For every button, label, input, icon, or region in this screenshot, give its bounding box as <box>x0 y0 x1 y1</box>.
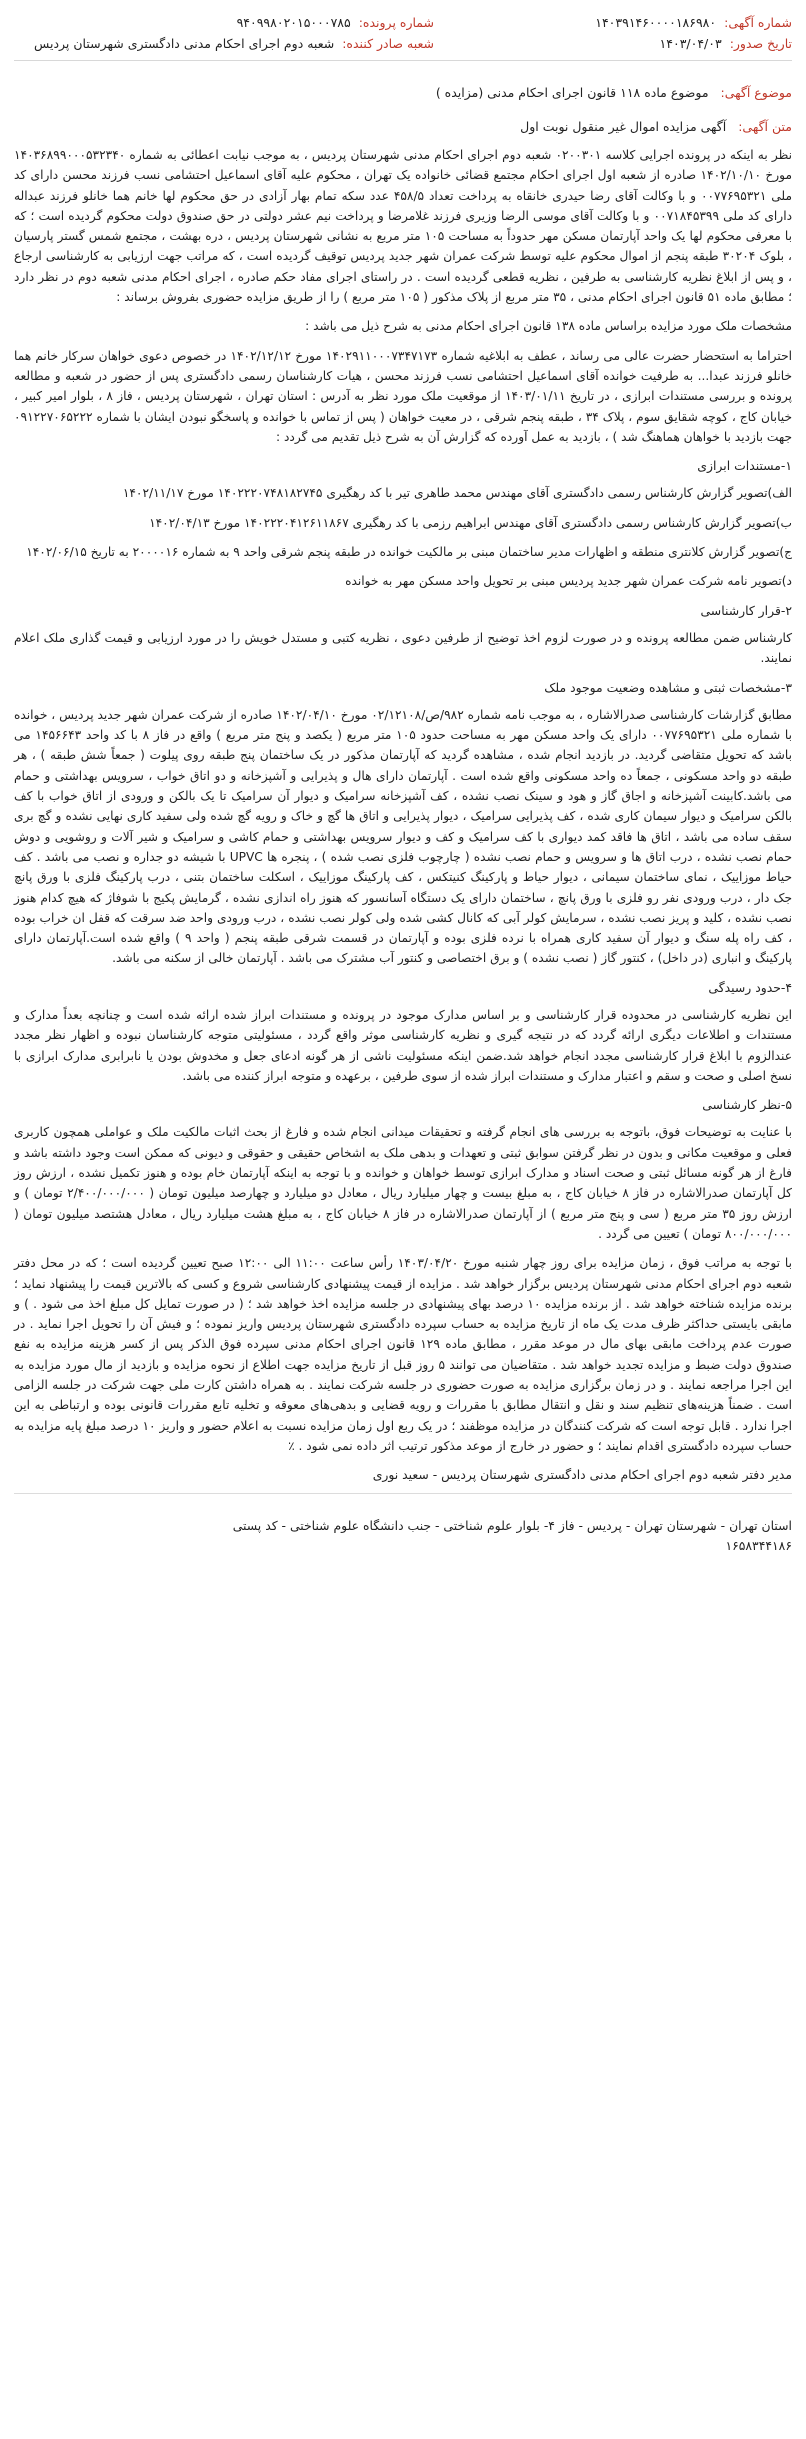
signature: مدیر دفتر شعبه دوم اجرای احکام مدنی دادگستری شهرستان پردیس - سعید نوری <box>372 1467 792 1483</box>
ad-meta <box>14 12 792 61</box>
ad-body <box>14 145 792 1556</box>
text-label: متن آگهی: <box>738 119 792 134</box>
ad-number: ۱۴۰۳۹۱۴۶۰۰۰۰۱۸۶۹۸۰ <box>595 15 717 30</box>
issue-date-label: تاریخ صدور: <box>729 36 792 51</box>
section-5-heading: ۵-نظر کارشناسی <box>702 1097 792 1113</box>
topic-label: موضوع آگهی: <box>720 85 792 100</box>
section-4-heading: ۴-حدود رسیدگی <box>708 979 792 995</box>
ad-topic <box>14 83 792 103</box>
issuing-branch: شعبه دوم اجرای احکام مدنی دادگستری شهرستان پردیس <box>34 36 335 51</box>
meta-row-1 <box>14 12 792 33</box>
section-3-text: مطابق گزارشات کارشناسی صدرالاشاره ، به موجب نامه شماره ۹۸۲/ص/۰۲/۱۲۱۰۸ مورخ ۱۴۰۲/۰۴/۱۰ صادره از شرکت عمران شهر جدید پردیس ، خوانده با شماره ملی ۰۰۷۷۶۹۵۳۲۱ دارای یک واحد مسکن مهر به مساحت حدود ۱۰۵ متر مربع ( یکصد و پنج متر مربع ) واقع در فاز ۸ با کد واحد ۱۴۵۶۶۴۳ می باشد که تحویل متقاضی گردید. در بازدید انجام شده ، مشاهده گردید که آپارتمان مذکور در یک ساختمان پنج طبقه روی پیلوت ( جمعاً شش طبقه ) ، هر طبقه دو واحد مسکونی ، جمعاً ده واحد مسکونی واقع شده است . آپارتمان دارای هال و پذیرایی و آشپزخانه و دو اتاق خواب ، سرویس بهداشتی و حمام می باشد.کابینت آشپزخانه و اجاق گاز و هود و سینک نصب نشده ، کف آشپزخانه سرامیک و دیوار آن سرامیک تا یک بالکن و ورودی از اتاق خواب با کف بالکن سرامیک و دیوار سیمان کاری شده ، کف پذیرایی سرامیک ، دیوار پذیرایی و اتاق ها گچ و خاک و رویه گچ شده ولی سفید کاری نهایی نشده و گچ بری سقف ساده می باشد ، اتاق ها فاقد کمد دیواری با کف سرامیک و کف و دیوار سرویس بهداشتی و حمام کاشی و سرامیک و شیر آلات و روشویی و دوش حمام نصب نشده ، درب اتاق ها و سرویس و حمام نصب نشده ( چارچوب فلزی نصب شده ) ، پنجره ها UPVC با شیشه دو جداره و نصب می باشد . کف حیاط موزاییک ، نمای ساختمان سیمانی ، دیوار حیاط و پارکینگ کنیتکس ، کف پارکینگ موزاییک ، اسکلت ساختمان بتنی ، درب پارکینگ فلزی با ورق پانچ جک دار ، درب ورودی نفر رو فلزی با ورق پانچ ، ساختمان دارای یک دستگاه آسانسور که هنوز راه اندازی نشده ، گرمایش پکیج با شوفاژ که هیچ کدام هنوز نصب نشده ، کلید و پریز نصب نشده ، سرمایش کولر آبی که کانال کشی شده ولی کولر نصب نشده ، درب ورودی واحد ضد سرقت که قفل ان خراب بوده ، کف راه پله سنگ و دیوار آن سفید کاری همراه با نرده فلزی بوده و آپارتمان در قسمت شرقی طبقه پنجم ( واحد ۹ ) واقع شده است.آپارتمان دارای پارکینگ و انباری (در داخل) ، کنتور گاز ( نصب نشده ) و برق اختصاصی و کنتور آب مشترک می باشد . آپارتمان خالی از سکنه می باشد. <box>14 707 793 966</box>
property-spec-intro: مشخصات ملک مورد مزایده براساس ماده ۱۳۸ قانون اجرای احکام مدنی به شرح ذیل می باشد : <box>305 319 792 334</box>
topic-text: موضوع ماده ۱۱۸ قانون اجرای احکام مدنی (مزایده ) <box>435 85 709 100</box>
ad-number-label: شماره آگهی: <box>724 15 792 30</box>
section-2-heading: ۲-قرار کارشناسی <box>700 602 792 618</box>
document-item: ج)تصویر گزارش کلانتری منطقه و اظهارات مدیر ساختمان مبنی بر مالکیت خوانده در طبقه پنجم شرقی واحد ۹ به شماره ۲۰۰۰۰۱۶ به تاریخ ۱۴۰۲/۰۶/۱۵ <box>26 545 792 560</box>
section-3-heading: ۳-مشخصات ثبتی و مشاهده وضعیت موجود ملک <box>544 679 792 695</box>
document-item: الف)تصویر گزارش کارشناس رسمی دادگستری آقای مهندس محمد طاهری تیر با کد رهگیری ۱۴۰۲۲۲۰۷۴۸۱۸۲۷۴۵ مورخ ۱۴۰۲/۱۱/۱۷ <box>122 486 792 501</box>
document-item: ب)تصویر گزارش کارشناس رسمی دادگستری آقای مهندس ابراهیم رزمی با کد رهگیری ۱۴۰۲۲۲۰۴۱۲۶۱۱۸۶۷ مورخ ۱۴۰۲/۰۴/۱۳ <box>149 515 792 530</box>
section-1-heading: ۱-مستندات ابرازی <box>697 458 792 474</box>
case-number-group <box>14 12 434 33</box>
meta-row-2 <box>14 33 792 54</box>
ad-number-group <box>595 12 792 33</box>
address-block <box>14 1516 792 1556</box>
text-title: آگهی مزایده اموال غیر منقول نوبت اول <box>520 119 727 134</box>
section-4-text: این نظریه کارشناسی در محدوده قرار کارشناسی و بر اساس مدارک موجود در پرونده و مستندات ابراز شده ارائه شده است و چنانچه بعداً مدارک و مستندات و اطلاعات دیگری ارائه گردد که در نتیجه گیری و نظریه کارشناسی موثر واقع گردد ، مسئولیتی متوجه کارشناسان نبوده و اظهار نظر مجدد عندالزوم با ابلاغ قرار کارشناسی مجدد انجام خواهد شد.ضمن اینکه مسئولیت ناشی از هر گونه ادعای جعل و مخدوش بودن یا نابرابری مدارک ابرازی با نسخ اصلی و صحت و سقم و اعتبار مدارک و مستندات ابراز شده از سوی طرفین ، برعهده و متوجه ابراز کننده می باشد. <box>14 1007 792 1083</box>
case-number-label: شماره پرونده: <box>358 15 434 30</box>
case-number: ۹۴۰۹۹۸۰۲۰۱۵۰۰۰۷۸۵ <box>236 15 351 30</box>
intro-paragraph: نظر به اینکه در پرونده اجرایی کلاسه ۰۲۰۰۳۰۱ شعبه دوم اجرای احکام مدنی شهرستان پردیس ، به موجب نیابت اعطائی به شماره ۱۴۰۳۶۸۹۹۰۰۰۵۳۲۳۴۰ مورخ ۱۴۰۲/۱۰/۱۰ صادره از شعبه اول اجرای احکام مجتمع قضائی خانواده یک تهران ، محکوم علیه آقای اسماعیل احتشامی نسب فرزند محسن دارای کد ملی ۰۰۷۷۶۹۵۳۲۱ و با وکالت آقای رضا حیدری خانقاه به پرداخت تعداد ۴۵۸/۵ عدد سکه تمام بهار آزادی در حق محکوم لها خانم هما خانلو فرزند عبداله دارای کد ملی ۰۰۷۱۸۴۵۳۹۹ و با وکالت آقای موسی الرضا وزیری فرزند غلامرضا و پرداخت نیم عشر دولتی در حق صندوق دولت محکوم گردیده است ؛ که با معرفی محکوم لها یک واحد آپارتمان مسکن مهر حدوداً به مساحت ۱۰۵ متر مربع به نشانی شهرستان پردیس ، دره بهشت ، مجتمع شمس گستر پارسیان ، بلوک ۳۰۲۰۴ طبقه پنجم از اموال محکوم علیه توسط شرکت عمران شهر جدید پردیس توقیف گردیده است ، که مراتب جهت ارزیابی به کارشناسی ارجاع ، و پس از ابلاغ نظریه کارشناسی به طرفین ، نظریه قطعی گردیده است . در راستای اجرای مفاد حکم صادره ، اجرای احکام مدنی شعبه دوم در نظر دارد ؛ مطابق ماده ۵۱ قانون اجرای احکام مدنی ، ۳۵ متر مربع از پلاک مذکور ( ۱۰۵ متر مربع ) را از طریق مزایده حضوری بفروش برساند : <box>14 148 793 305</box>
section-2-text: کارشناس ضمن مطالعه پرونده و در صورت لزوم اخذ توضیح از طرفین دعوی ، نظریه کتبی و مستدل خویش را در مورد ارزیابی و قیمت گذاری ملک اعلام نمایند. <box>14 630 792 666</box>
auction-terms: با توجه به مراتب فوق ، زمان مزایده برای روز چهار شنبه مورخ ۱۴۰۳/۰۴/۲۰ رأس ساعت ۱۱:۰۰ الی ۱۲:۰۰ صبح تعیین گردیده است ؛ که در محل دفتر شعبه دوم اجرای احکام مدنی شهرستان پردیس برگزار خواهد شد . مزایده از قیمت پیشنهادی کارشناسی شروع و کسی که بالاترین قیمت را پیشنهاد نماید ؛ برنده مزایده شناخته خواهد شد . از برنده مزایده ۱۰ درصد بهای پیشنهادی در جلسه مزایده اخذ خواهد شد ؛ ( در صورت تمایل کل مبلغ اخذ می شود . ) و مابقی بایستی حداکثر ظرف مدت یک ماه از تاریخ مزایده به حساب سپرده دادگستری شهرستان پردیس واریز نموده ؛ و فیش آن را تحویل اجرا نماید . در صورت عدم پرداخت مابقی بهای مال در موعد مقرر ، مطابق ماده ۱۲۹ قانون اجرای احکام مدنی سپرده فوق الذکر پس از کسر هزینه مزایده به نفع صندوق دولت ضبط و مزایده تجدید خواهد شد . متقاضیان می توانند ۵ روز قبل از تاریخ مزایده جهت اطلاع از نحوه مزایده و بازدید از مال مورد مزایده به این اجرا مراجعه نمایند . و در زمان برگزاری مزایده به صورت حضوری در جلسه شرکت نمایند . به همراه داشتن کارت ملی جهت شرکت در جلسه الزامی است . ضمناً هزینه‌های تنظیم سند و نقل و انتقال مطابق با مقررات و رویه قضایی و بدهی‌های معوقه و تخلیه تابع مقررات قانونی بوده و ارتباطی به این اجرا ندارد . قابل توجه است که شرکت کنندگان در مزایده موظفند ؛ در یک ربع اول زمان مزایده نسبت به اعلام حضور و واریز ۱۰ درصد مبلغ پایه مزایده به حساب سپرده دادگستری اقدام نمایند ؛ و حضور در خارج از موعد مذکور ترتیب اثر داده نمی شود . ٪ <box>14 1256 793 1453</box>
address-line: استان تهران - شهرستان تهران - پردیس - فاز ۴- بلوار علوم شناختی - جنب دانشگاه علوم شناختی - کد پستی <box>232 1518 792 1534</box>
section-5-text: با عنایت به توضیحات فوق، باتوجه به بررسی های انجام گرفته و تحقیقات میدانی انجام شده و فارغ از بحث اثبات مالکیت ملک و عواملی همچون کاربری فعلی و موقعیت مکانی و بدون در نظر گرفتن سوابق ثبتی و تعهدات و بدهی ملک به اشخاص حقیقی و حقوقی و دیونی که ممکن است وجود داشته باشد و فارغ از هر گونه مسائل ثبتی و صحت اسناد و مدارک ابرازی توسط خواهان و خوانده و با توجه به اینکه آپارتمان خام بوده و هنوز تکمیل نشده ، ارزش روز کل آپارتمان صدرالاشاره در فاز ۸ خیابان کاج ، به مبلغ بیست و چهار میلیارد ریال ، معادل دو میلیارد و چهارصد میلیون تومان ( ۲/۴۰۰/۰۰۰/۰۰۰ تومان ) و ارزش روز ۳۵ متر مربع ( سی و پنج متر مربع ) از آپارتمان صدرالاشاره در فاز ۸ خیابان کاج ، به مبلغ هشت میلیارد ریال ، معادل هشتصد میلیون تومان ( ۸۰۰/۰۰۰/۰۰۰ تومان ) تعیین می گردد . <box>14 1125 792 1241</box>
divider <box>14 1493 792 1494</box>
document-item: د)تصویر نامه شرکت عمران شهر جدید پردیس مبنی بر تحویل واحد مسکن مهر به خوانده <box>345 574 792 589</box>
expert-report-intro: احتراما به استحضار حضرت عالی می رساند ، عطف به ابلاغیه شماره ۱۴۰۲۹۱۱۰۰۰۷۳۴۷۱۷۳ مورخ ۱۴۰۲/۱۲/۱۲ در خصوص دعوی خواهان سرکار خانم هما خانلو فرزند عبدا... به طرفیت خوانده آقای اسماعیل احتشامی نسب فرزند محسن ، هیات کارشناسان رسمی دادگستری پس از حضور در شعبه و مطالعه پرونده و بررسی مستندات ابرازی ، در تاریخ ۱۴۰۳/۰۱/۱۱ از موقعیت ملک مورد نظر به آدرس : استان تهران ، شهرستان پردیس ، فاز ۸ ، بلوار امیر کبیر ، خیابان کاج ، کوچه شقایق سوم ، پلاک ۳۴ ، طبقه پنجم شرقی ، در معیت خواهان ( پس از تماس با خوانده و پاسخگو نبودن ایشان با شماره ۰۹۱۲۲۷۰۶۵۲۲۲ جهت بازدید با خواهان هماهنگ شد ) ، بازدید به عمل آورده که گزارش آن به شرح ذیل تقدیم می گردد : <box>14 348 793 444</box>
issuing-branch-label: شعبه صادر کننده: <box>342 36 434 51</box>
issue-date-group <box>660 33 792 54</box>
ad-text-header <box>14 117 792 137</box>
issuing-branch-group <box>14 33 434 54</box>
issue-date: ۱۴۰۳/۰۴/۰۳ <box>659 36 722 51</box>
postal-code: ۱۶۵۸۳۴۴۱۸۶ <box>725 1538 792 1554</box>
